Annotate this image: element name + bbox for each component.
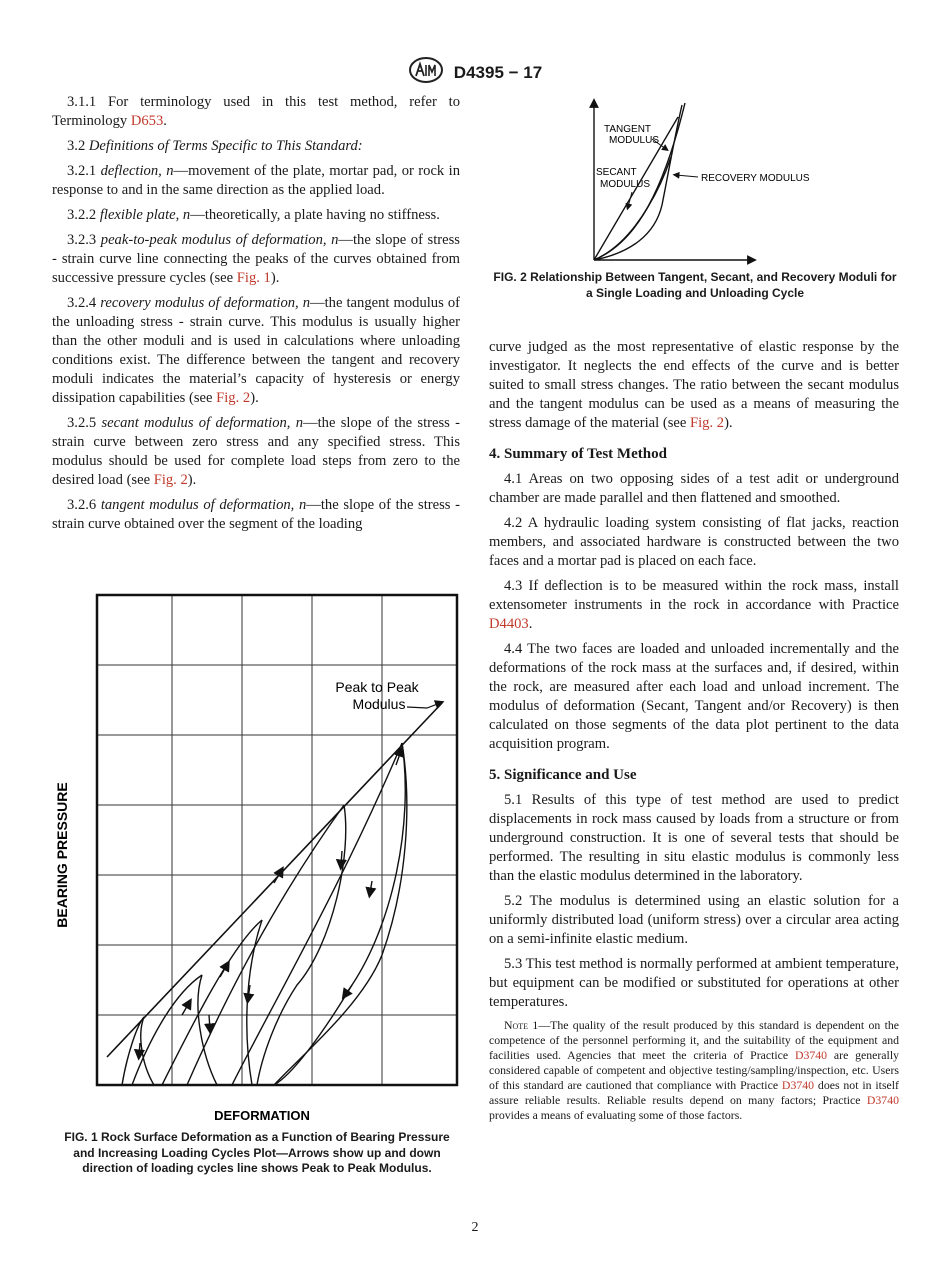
para-5-1: 5.1 Results of this type of test method are used to predict displacements in rock mass caused by loads from a structure or from underground construction. It is one of several tests that should be performed. The resulting in situ elastic modulus is commonly less than the elastic modulus determined in the laboratory. <box>489 792 899 884</box>
para-3-2-2: 3.2.2 flexible plate, n—theoretically, a plate having no stiffness. <box>67 207 440 223</box>
para-3-2-6-continued: curve judged as the most representative of elastic response by the investigator. It neglects the end effects of the curve and is better suited to small stress changes. The ratio between the secant modulus and the tangent modulus can be used as a means of measuring the stress damage of the material (see Fig. 2). <box>489 339 899 431</box>
fig2-recovery-pointer <box>676 175 698 177</box>
fig2-label-secant-1: SECANT <box>596 167 637 178</box>
para-4-2: 4.2 A hydraulic loading system consisting of flat jacks, reaction members, and associated hardware is constructed between the two faces and a mortar pad is placed on each face. <box>489 515 899 569</box>
page-number: 2 <box>471 1220 479 1235</box>
x-axis-label: DEFORMATION <box>214 1108 310 1123</box>
para-3-1-1: 3.1.1 For terminology used in this test method, refer to Terminology D653. <box>52 94 460 129</box>
astm-logo-icon <box>408 56 444 89</box>
section-heading-4: 4. Summary of Test Method <box>489 446 667 462</box>
para-3-2-5: 3.2.5 secant modulus of deformation, n—the slope of the stress - strain curve between zero stress and any specified stress. This modulus should be used for complete load steps from zero to the desired load (see Fig. 2). <box>52 415 460 488</box>
figure-1 <box>52 585 462 1185</box>
document-number: D4395 − 17 <box>453 62 543 82</box>
para-3-2-3: 3.2.3 peak-to-peak modulus of deformation, n—the slope of stress - strain curve line connecting the peaks of the curves obtained from successive pressure cycles (see Fig. 1). <box>52 232 460 286</box>
link-d3740[interactable]: D3740 <box>781 1078 815 1092</box>
arrow-markers <box>139 751 401 1055</box>
link-fig-2[interactable]: Fig. 2 <box>216 390 251 406</box>
y-axis-label: BEARING PRESSURE <box>54 782 70 928</box>
link-fig-2[interactable]: Fig. 2 <box>153 472 188 488</box>
figure-1-caption: FIG. 1 Rock Surface Deformation as a Function of Bearing Pressure and Increasing Loading Cycles Plot—Arrows show up and down direction of loading cycles line shows Peak to Peak Modulus. <box>64 1130 450 1175</box>
section-heading-5: 5. Significance and Use <box>489 767 637 783</box>
figure-2 <box>490 95 900 315</box>
fig2-secant-pointer <box>628 192 632 207</box>
left-column <box>52 93 460 540</box>
para-5-2: 5.2 The modulus is determined using an elastic solution for a uniformly distributed load (uniform stress) over a circular area acting on a semi-infinite elastic medium. <box>489 893 899 947</box>
peak-modulus-pointer <box>407 703 440 708</box>
fig2-label-secant-2: MODULUS <box>600 179 651 190</box>
link-d653[interactable]: D653 <box>130 113 164 129</box>
peak-modulus-label-2: Modulus <box>352 696 406 712</box>
note-1: Note 1—The quality of the result produced by this standard is dependent on the competence of the personnel performing it, and the suitability of the equipment and facilities used. Agencies that meet the criteria of Practice D3740 are generally considered capable of competent and objective testing/sampling/inspection, etc. Users of this standard are cautioned that compliance with Practice D3740 does not in itself assure reliable results. Reliable results depend on many factors; Practice D3740 provides a means of evaluating some of those factors. <box>489 1018 900 1122</box>
page-header <box>0 56 950 89</box>
fig2-label-tangent-2: MODULUS <box>609 135 660 146</box>
figure-1-plot <box>52 585 462 1125</box>
para-4-1: 4.1 Areas on two opposing sides of a test adit or underground chamber are made parallel and then flattened and smoothed. <box>489 471 899 506</box>
para-4-3: 4.3 If deflection is to be measured within the rock mass, install extensometer instruments in the rock in accordance with Practice D4403. <box>489 578 899 632</box>
para-4-4: 4.4 The two faces are loaded and unloaded incrementally and the deformations of the rock mass at the surfaces and, if desired, within the rock, are measured after each load and unload increment. The modulus of deformation (Secant, Tangent and/or Recovery) is then calculated on those segments of the data plot pertinent to the data acquisition program. <box>489 641 899 752</box>
link-d4403[interactable]: D4403 <box>489 616 529 632</box>
link-d3740[interactable]: D3740 <box>866 1093 899 1107</box>
link-fig-1[interactable]: Fig. 1 <box>236 270 271 286</box>
para-3-2: 3.2 Definitions of Terms Specific to This Standard: <box>67 138 363 154</box>
fig2-label-recovery: RECOVERY MODULUS <box>701 173 810 184</box>
para-5-3: 5.3 This test method is normally performed at ambient temperature, but equipment can be modified or substituted for operations at other temperatures. <box>489 956 899 1010</box>
para-3-2-6: 3.2.6 tangent modulus of deformation, n—the slope of the stress - strain curve obtained over the segment of the loading <box>52 497 460 532</box>
right-column <box>489 338 899 1129</box>
peak-modulus-label-1: Peak to Peak <box>335 679 419 695</box>
para-3-2-1: 3.2.1 deflection, n—movement of the plate, mortar pad, or rock in response to and in the same direction as the applied load. <box>52 163 460 198</box>
figure-2-caption: FIG. 2 Relationship Between Tangent, Secant, and Recovery Moduli for a Single Loading and Unloading Cycle <box>493 270 897 300</box>
figure-2-plot <box>490 95 900 265</box>
link-fig-2[interactable]: Fig. 2 <box>690 415 725 431</box>
para-3-2-4: 3.2.4 recovery modulus of deformation, n—the tangent modulus of the unloading stress - strain curve. This modulus is usually higher than the other moduli and is used in calculations where unloading conditions exist. The difference between the tangent and recovery moduli indicates the material’s capacity of hysteresis or energy dissipation capabilities (see Fig. 2). <box>52 295 460 406</box>
fig2-label-tangent-1: TANGENT <box>604 124 652 135</box>
link-d3740[interactable]: D3740 <box>794 1048 828 1062</box>
loading-cycles <box>122 743 407 1085</box>
